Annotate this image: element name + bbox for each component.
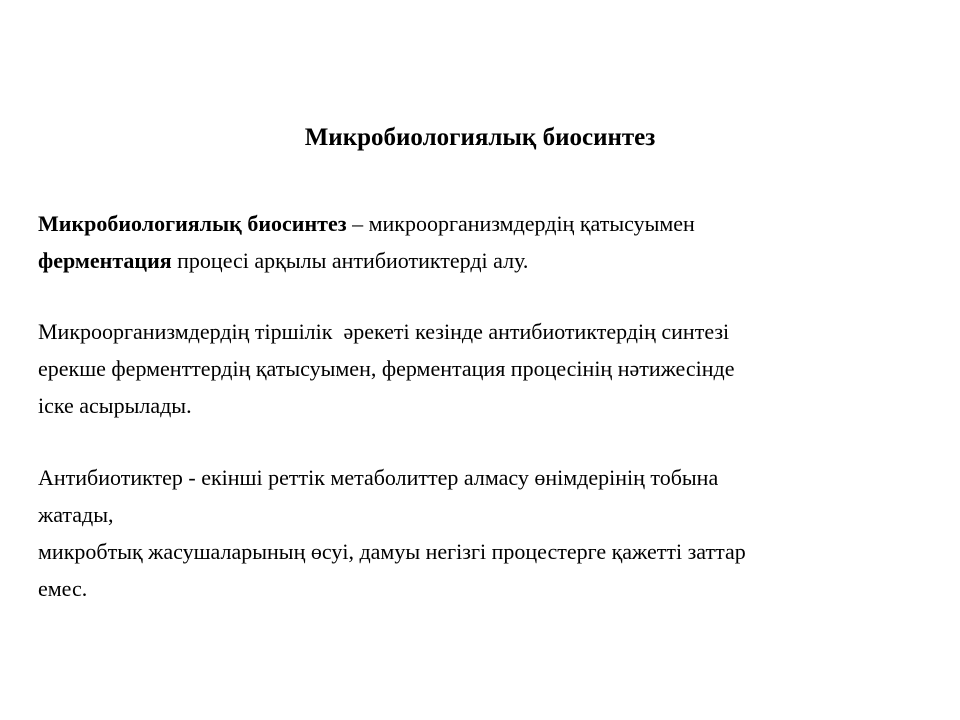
definition-text-2: процесі арқылы антибиотиктерді алу.	[171, 248, 529, 273]
definition-text: – микроорганизмдердің қатысуымен	[346, 211, 695, 236]
paragraph-definition	[38, 205, 918, 279]
slide-title: Микробиологиялық биосинтез	[304, 124, 656, 151]
term-bold: Микробиологиялық биосинтез	[38, 211, 347, 236]
synthesis-line-1: Микроорганизмдердің тіршілік әрекеті кезінде антибиотиктердің синтезі	[38, 319, 730, 344]
antibiotics-line-2: жатады,	[38, 502, 114, 527]
paragraph-synthesis	[38, 313, 918, 424]
fermentation-bold: ферментация	[38, 248, 172, 273]
antibiotics-line-4: емес.	[38, 576, 88, 601]
paragraph-spacer	[38, 279, 918, 313]
slide-body	[38, 205, 918, 607]
synthesis-line-3: іске асырылады.	[38, 393, 192, 418]
synthesis-line-2: ерекше ферменттердің қатысуымен, ферментация процесінің нәтижесінде	[38, 356, 735, 381]
paragraph-antibiotics	[38, 459, 918, 607]
paragraph-spacer	[38, 424, 918, 459]
definition-line-2	[38, 242, 918, 279]
definition-line-1	[38, 205, 918, 242]
antibiotics-line-1: Антибиотиктер - екінші реттік метаболиттер алмасу өнімдерінің тобына	[38, 465, 719, 490]
antibiotics-line-3: микробтық жасушаларының өсуі, дамуы негізгі процестерге қажетті заттар	[38, 539, 746, 564]
